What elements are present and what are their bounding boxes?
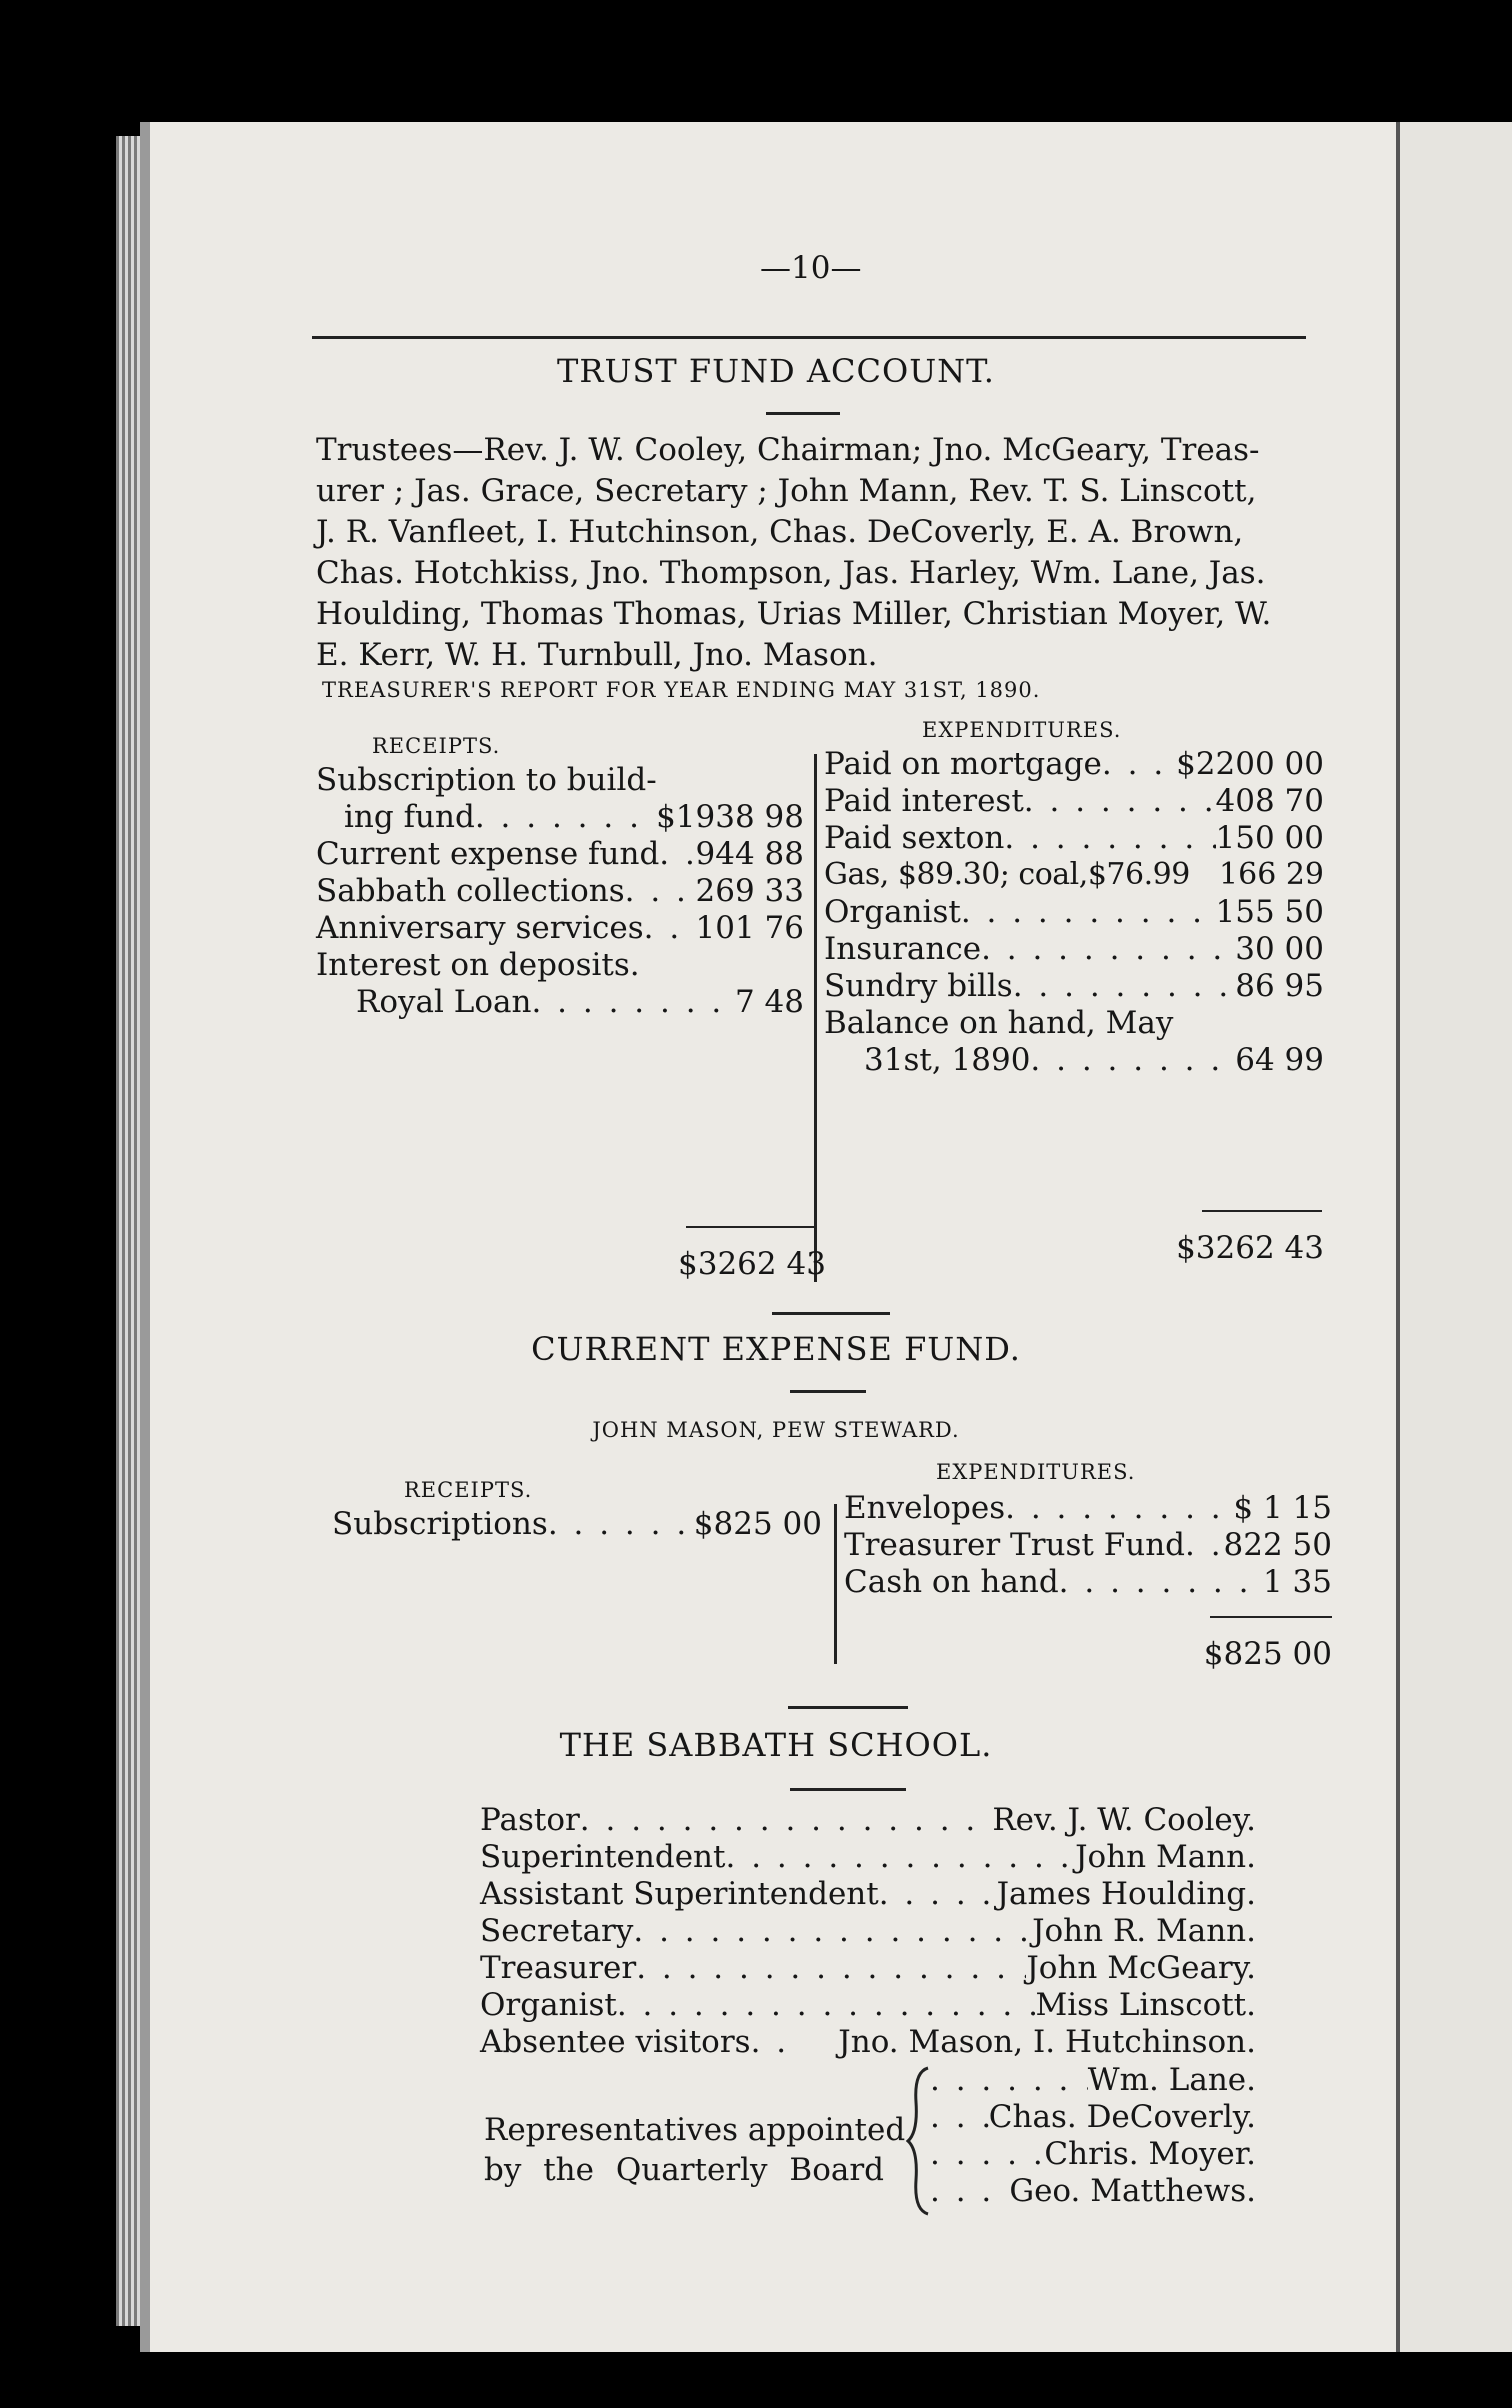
- officer-name: John R. Mann.: [1032, 1913, 1256, 1949]
- expenditure-label: Insurance: [824, 931, 982, 967]
- trustees-paragraph: [316, 430, 1326, 676]
- expenditures-heading: EXPENDITURES.: [936, 1460, 1136, 1484]
- expenditure-label: Balance on hand, May: [824, 1005, 1174, 1041]
- receipt-amount: 944 88: [695, 836, 804, 872]
- current-expenditures-total: $825 00: [1203, 1636, 1332, 1672]
- expenditure-amount: 822 50: [1223, 1527, 1332, 1563]
- leader-dots: [1030, 1042, 1235, 1078]
- officer-row: [480, 1876, 1256, 1913]
- leader-dots: [531, 984, 735, 1020]
- expenditure-row: [824, 968, 1324, 1005]
- leader-dots: [930, 2099, 989, 2135]
- receipt-label: Current expense fund: [316, 836, 660, 872]
- receipt-row: [316, 947, 804, 984]
- expenditure-label: Paid sexton: [824, 820, 1005, 856]
- title-short-rule: [790, 1390, 866, 1393]
- officer-row: [480, 1802, 1256, 1839]
- leader-dots: [879, 1876, 997, 1912]
- officer-name: James Houlding.: [996, 1876, 1256, 1912]
- section-rule: [788, 1706, 908, 1709]
- expenditures-heading: EXPENDITURES.: [922, 718, 1122, 742]
- expenditures-total-rule: [1202, 1210, 1322, 1212]
- receipt-label: Royal Loan: [356, 984, 532, 1020]
- leader-dots: [580, 1802, 993, 1838]
- page-number: —10—: [760, 250, 862, 286]
- leader-dots: [1059, 1564, 1263, 1600]
- trust-fund-title: TRUST FUND ACCOUNT.: [557, 352, 995, 390]
- expenditure-row: [824, 783, 1324, 820]
- expenditure-amount: 150 00: [1215, 820, 1324, 856]
- officer-name: Miss Linscott.: [1035, 1987, 1256, 2023]
- leader-dots: [981, 931, 1235, 967]
- representative-row: [930, 2099, 1256, 2136]
- receipts-total-rule: [686, 1226, 814, 1228]
- representative-row: [930, 2062, 1256, 2099]
- representative-name: Wm. Lane.: [1087, 2062, 1256, 2098]
- sabbath-school-title: THE SABBATH SCHOOL.: [559, 1726, 993, 1764]
- receipt-amount: $1938 98: [656, 799, 804, 835]
- receipts-total: $3262 43: [678, 1246, 826, 1282]
- expenditure-amount: 64 99: [1235, 1042, 1324, 1078]
- leader-dots: [725, 1839, 1075, 1875]
- current-expenditures-list: [844, 1490, 1332, 1601]
- officer-role: Superintendent: [480, 1839, 726, 1875]
- leader-dots: [1005, 1490, 1233, 1526]
- receipt-row: [316, 799, 804, 836]
- title-short-rule: [790, 1788, 906, 1791]
- expenditure-label: 31st, 1890: [864, 1042, 1031, 1078]
- title-short-rule: [766, 412, 840, 415]
- trustees-line: Chas. Hotchkiss, Jno. Thompson, Jas. Harley, Wm. Lane, Jas.: [316, 555, 1266, 591]
- expenditure-label: Cash on hand: [844, 1564, 1059, 1600]
- expenditure-row: [824, 894, 1324, 931]
- receipt-label: Subscription to build-: [316, 762, 657, 798]
- expenditure-label: Organist: [824, 894, 961, 930]
- officer-role: Treasurer: [480, 1950, 637, 1986]
- expenditure-label: Treasurer Trust Fund: [844, 1527, 1185, 1563]
- leader-dots: [636, 1950, 1026, 1986]
- trustees-line: E. Kerr, W. H. Turnbull, Jno. Mason.: [316, 637, 878, 673]
- leader-dots: [475, 799, 656, 835]
- receipt-row: [316, 873, 804, 910]
- officer-row: [480, 1987, 1256, 2024]
- expenditure-amount: 1 35: [1262, 1564, 1332, 1600]
- leader-dots: [930, 2136, 1044, 2172]
- trustees-line: urer ; Jas. Grace, Secretary ; John Mann, Rev. T. S. Linscott,: [316, 473, 1257, 509]
- expenditures-list: [824, 746, 1324, 1082]
- expenditure-amount: 155 50: [1215, 894, 1324, 930]
- expenditure-row: [824, 931, 1324, 968]
- receipt-row: [316, 836, 804, 873]
- receipts-heading: RECEIPTS.: [404, 1478, 533, 1502]
- leader-dots: [751, 2024, 787, 2060]
- receipt-amount: $825 00: [693, 1506, 822, 1542]
- expenditure-row: [844, 1490, 1332, 1527]
- officer-name: Rev. J. W. Cooley.: [992, 1802, 1256, 1838]
- leader-dots: [930, 2173, 1009, 2209]
- officer-role: Organist: [480, 1987, 617, 2023]
- receipt-amount: 269 33: [695, 873, 804, 909]
- receipt-label: Interest on deposits.: [316, 947, 640, 983]
- trustees-line: Trustees—Rev. J. W. Cooley, Chairman; Jno. McGeary, Treas-: [316, 432, 1260, 468]
- officer-name: John Mann.: [1075, 1839, 1256, 1875]
- leader-dots: [1024, 783, 1216, 819]
- expenditures-total-rule: [1210, 1616, 1332, 1618]
- officer-row: [480, 1950, 1256, 1987]
- expenditure-row: [824, 857, 1324, 894]
- receipt-amount: 101 76: [695, 910, 804, 946]
- officer-row: [480, 2024, 1256, 2061]
- representative-row: [930, 2173, 1256, 2210]
- expenditure-label: Envelopes: [844, 1490, 1006, 1526]
- leader-dots: [1004, 820, 1215, 856]
- expenditure-label: Paid interest: [824, 783, 1024, 819]
- expenditure-row: [824, 1005, 1324, 1042]
- section-rule: [772, 1312, 890, 1315]
- leader-dots: [1185, 1527, 1224, 1563]
- current-expense-column-divider: [834, 1504, 837, 1664]
- facing-page-edge: [1396, 122, 1512, 2352]
- representatives-label-line: by the Quarterly Board: [484, 2152, 885, 2188]
- representative-name: Chas. DeCoverly.: [988, 2099, 1256, 2135]
- officer-name: John McGeary.: [1026, 1950, 1256, 1986]
- receipt-row: [316, 910, 804, 947]
- expenditure-row: [824, 746, 1324, 783]
- leader-dots: [548, 1506, 694, 1542]
- receipt-label: Anniversary services: [316, 910, 644, 946]
- leader-dots: [644, 910, 696, 946]
- expenditure-amount: $2200 00: [1176, 746, 1324, 782]
- receipt-label: Subscriptions: [332, 1506, 548, 1542]
- representatives-list: [930, 2062, 1256, 2210]
- receipt-amount: 7 48: [734, 984, 804, 1020]
- trustees-line: J. R. Vanfleet, I. Hutchinson, Chas. DeCoverly, E. A. Brown,: [316, 514, 1244, 550]
- expenditure-amount: $ 1 15: [1233, 1490, 1332, 1526]
- expenditure-amount: 166 29: [1219, 857, 1324, 892]
- receipts-heading: RECEIPTS.: [372, 734, 501, 758]
- pew-steward: JOHN MASON, PEW STEWARD.: [592, 1418, 960, 1442]
- officer-role: Absentee visitors: [480, 2024, 751, 2060]
- officer-name: Jno. Mason, I. Hutchinson.: [838, 2024, 1256, 2060]
- expenditure-amount: 30 00: [1235, 931, 1324, 967]
- receipt-label: ing fund: [344, 799, 475, 835]
- officer-row: [480, 1913, 1256, 1950]
- representative-name: Geo. Matthews.: [1009, 2173, 1256, 2209]
- officer-row: [480, 1839, 1256, 1876]
- expenditure-amount: 408 70: [1215, 783, 1324, 819]
- leader-dots: [617, 1987, 1036, 2023]
- leader-dots: [633, 1913, 1032, 1949]
- treasurer-report-heading: TREASURER'S REPORT FOR YEAR ENDING MAY 31ST, 1890.: [322, 678, 1041, 702]
- receipt-row: [316, 984, 804, 1021]
- leader-dots: [659, 836, 695, 872]
- expenditure-label: Paid on mortgage: [824, 746, 1102, 782]
- expenditure-label: Gas, $89.30; coal,$76.99: [824, 857, 1190, 892]
- leader-dots: [1013, 968, 1236, 1004]
- receipt-label: Sabbath collections: [316, 873, 625, 909]
- officer-role: Assistant Superintendent: [480, 1876, 879, 1912]
- officer-role: Secretary: [480, 1913, 634, 1949]
- leader-dots: [961, 894, 1216, 930]
- leader-dots: [1102, 746, 1176, 782]
- officer-role: Pastor: [480, 1802, 580, 1838]
- representative-row: [930, 2136, 1256, 2173]
- book-page: [140, 122, 1402, 2352]
- expenditure-label: Sundry bills: [824, 968, 1013, 1004]
- receipt-row: [316, 762, 804, 799]
- officers-list: [480, 1802, 1256, 2061]
- expenditure-row: [824, 820, 1324, 857]
- expenditure-amount: 86 95: [1235, 968, 1324, 1004]
- current-receipt-row: [332, 1506, 822, 1542]
- expenditure-row: [844, 1564, 1332, 1601]
- expenditure-row: [844, 1527, 1332, 1564]
- receipts-list: [316, 762, 804, 1021]
- expenditures-total: $3262 43: [1176, 1230, 1324, 1266]
- trustees-line: Houlding, Thomas Thomas, Urias Miller, Christian Moyer, W.: [316, 596, 1272, 632]
- expenditure-row: [824, 1042, 1324, 1082]
- leader-dots: [625, 873, 696, 909]
- representative-name: Chris. Moyer.: [1044, 2136, 1256, 2172]
- header-rule: [312, 336, 1306, 339]
- current-expense-title: CURRENT EXPENSE FUND.: [531, 1330, 1021, 1368]
- trust-fund-column-divider: [814, 754, 817, 1282]
- leader-dots: [930, 2062, 1088, 2098]
- representatives-label-line: Representatives appointed: [484, 2112, 906, 2148]
